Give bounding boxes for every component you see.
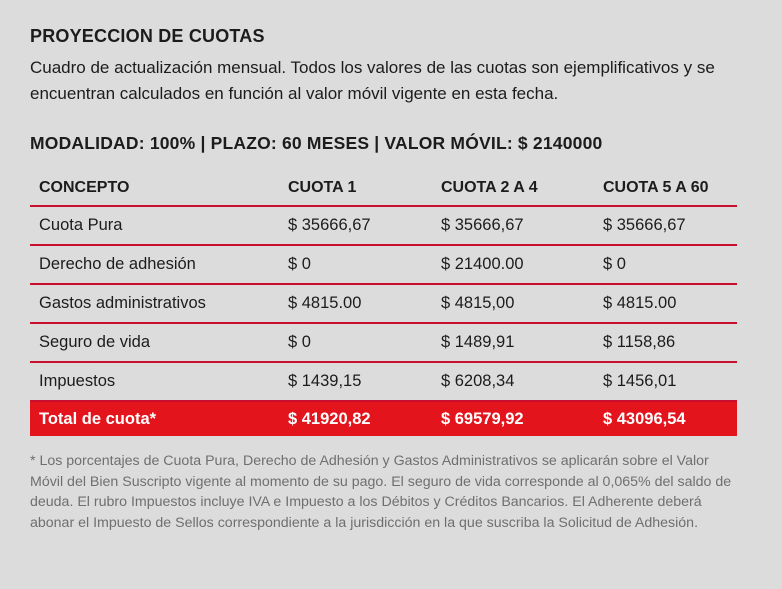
total-value: $ 41920,82: [279, 401, 432, 436]
quota-table: [30, 170, 737, 436]
table-row: [30, 362, 737, 401]
header-cuota-2-a-4: CUOTA 2 A 4: [432, 170, 594, 206]
value-cell: $ 1439,15: [279, 362, 432, 401]
total-value: $ 69579,92: [432, 401, 594, 436]
value-cell: $ 4815,00: [432, 284, 594, 323]
modality-summary: MODALIDAD: 100% | PLAZO: 60 MESES | VALOR MÓVIL: $ 2140000: [30, 133, 603, 153]
value-cell: $ 6208,34: [432, 362, 594, 401]
value-cell: $ 1158,86: [594, 323, 737, 362]
value-cell: $ 4815.00: [279, 284, 432, 323]
value-cell: $ 0: [279, 245, 432, 284]
value-cell: $ 1456,01: [594, 362, 737, 401]
header-concepto: CONCEPTO: [30, 170, 279, 206]
value-cell: $ 0: [594, 245, 737, 284]
table-row: [30, 323, 737, 362]
concept-cell: Seguro de vida: [30, 323, 279, 362]
table-header-row: [30, 170, 737, 206]
concept-cell: Cuota Pura: [30, 206, 279, 245]
value-cell: $ 35666,67: [279, 206, 432, 245]
value-cell: $ 21400.00: [432, 245, 594, 284]
value-cell: $ 4815.00: [594, 284, 737, 323]
concept-cell: Impuestos: [30, 362, 279, 401]
concept-cell: Gastos administrativos: [30, 284, 279, 323]
footnote-text: * Los porcentajes de Cuota Pura, Derecho de Adhesión y Gastos Administrativos se aplicarán sobre el Valor Móvil del Bien Suscripto vigente al momento de su pago. El seguro de vida corresponde al 0,065% del saldo de deuda. El rubro Impuestos incluye IVA e Impuesto a los Débitos y Créditos Bancarios. El Adherente deberá abonar el Impuesto de Sellos correspondiente a la jurisdicción en la que suscriba la Solicitud de Adhesión.: [30, 453, 732, 531]
value-cell: $ 35666,67: [432, 206, 594, 245]
total-label: Total de cuota*: [30, 401, 279, 436]
value-cell: $ 1489,91: [432, 323, 594, 362]
total-row: [30, 401, 737, 436]
total-value: $ 43096,54: [594, 401, 737, 436]
header-cuota-1: CUOTA 1: [279, 170, 432, 206]
table-row: [30, 206, 737, 245]
table-row: [30, 284, 737, 323]
concept-cell: Derecho de adhesión: [30, 245, 279, 284]
description-text: Cuadro de actualización mensual. Todos los valores de las cuotas son ejemplificativos y se encuentran calculados en función al valor móvil vigente en esta fecha.: [30, 58, 715, 103]
table-row: [30, 245, 737, 284]
value-cell: $ 0: [279, 323, 432, 362]
value-cell: $ 35666,67: [594, 206, 737, 245]
page-title: PROYECCION DE CUOTAS: [30, 26, 265, 46]
header-cuota-5-a-60: CUOTA 5 A 60: [594, 170, 737, 206]
